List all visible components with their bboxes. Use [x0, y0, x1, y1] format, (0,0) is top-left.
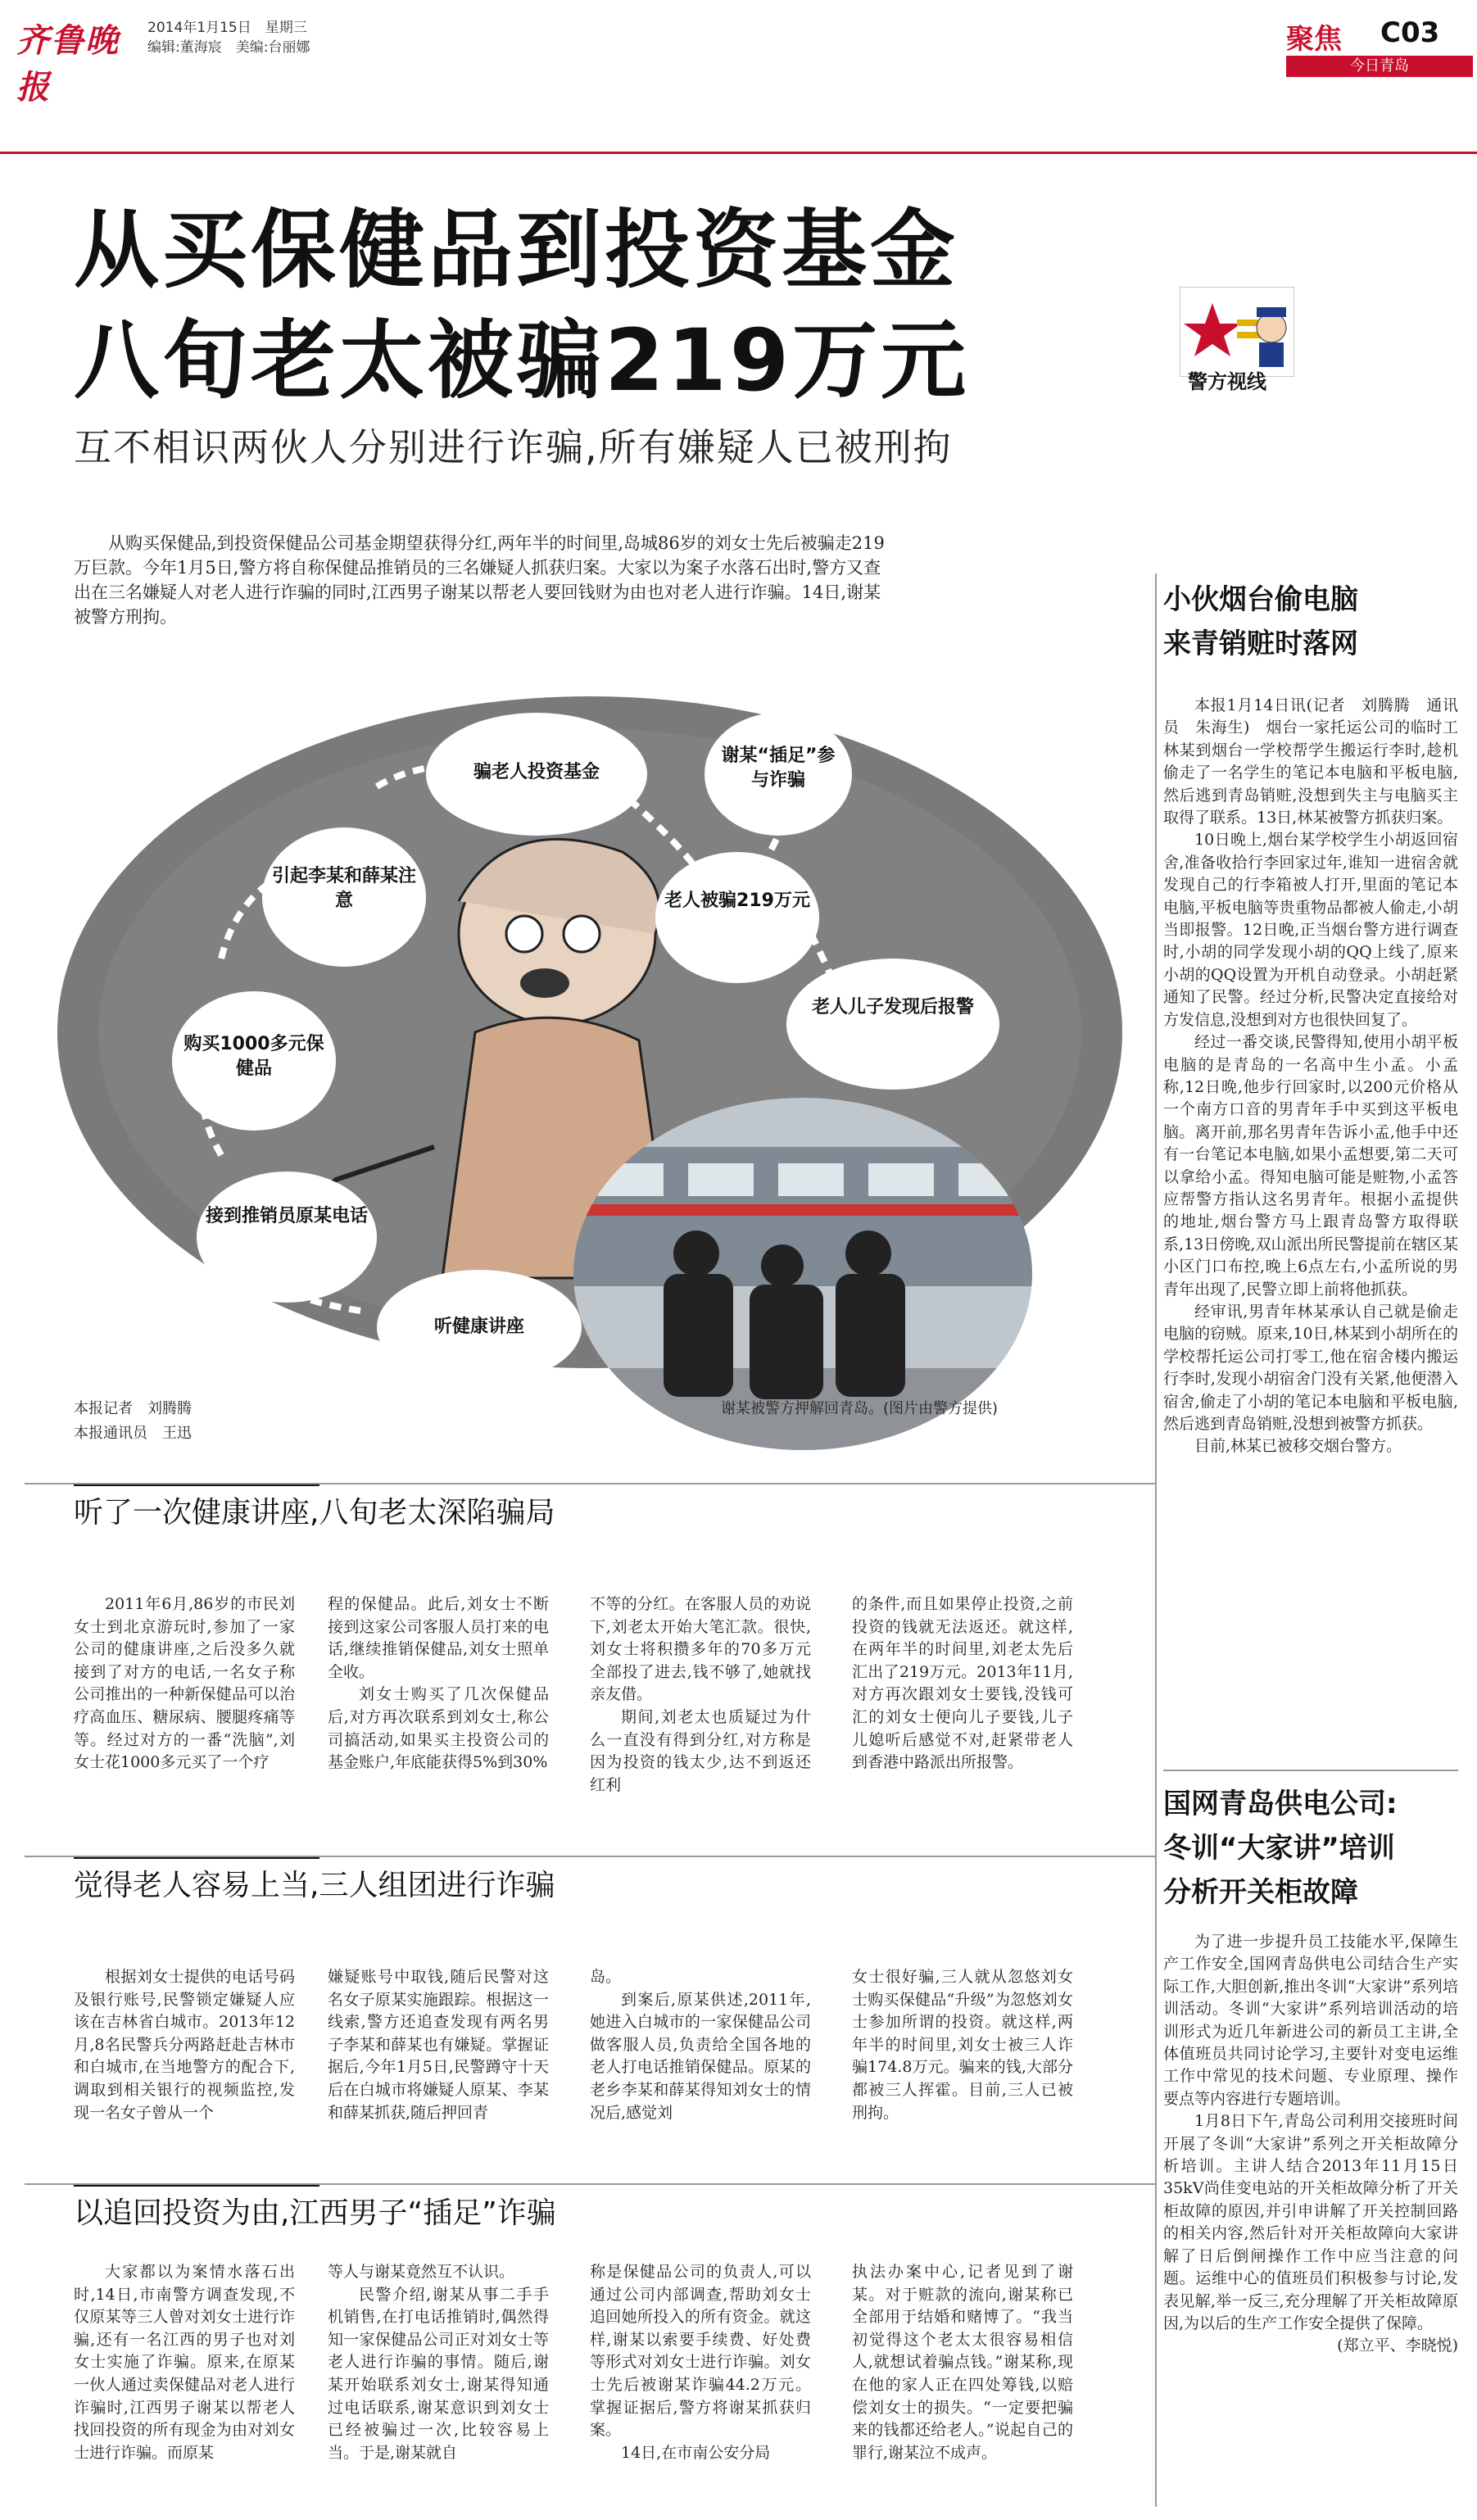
flow-bubble-sales-call	[197, 1172, 377, 1303]
reporter-credit: 本报记者 刘腾腾	[74, 1400, 192, 1417]
flow-step-son-reports: 老人儿子发现后报警	[811, 997, 974, 1018]
section2-col4: 女士很好骗,三人就从忽悠刘女士购买保健品“升级”为忽悠刘女士参加所谓的投资。就这样,两年半的时间里,刘女士被三人诈骗174.8万元。骗来的钱,大部分都被三人挥霍。目前,三人已被刑拘。	[852, 1968, 1073, 2122]
lead-paragraph: 从购买保健品,到投资保健品公司基金期望获得分红,两年半的时间里,岛城86岁的刘女士先后被骗走219万巨款。今年1月5日,警方将自称保健品推销员的三名嫌疑人抓获归案。大家以为案子水落石出时,警方又查出在三名嫌疑人对老人进行诈骗的同时,江西男子谢某以帮老人要回钱财为由也对老人进行诈骗。14日,谢某被警方刑拘。	[74, 533, 885, 627]
section2-col3: 岛。 到案后,原某供述,2011年,她进入白城市的一家保健品公司做客服人员,负责给全国各地的老人打电话推销保健品。原某的老乡李某和薛某得知刘女士的情况后,感觉刘	[590, 1968, 811, 2122]
section-header	[1286, 16, 1475, 74]
flow-step-health-lecture: 听健康讲座	[433, 1317, 524, 1337]
sidebar-story-1	[1163, 578, 1458, 1458]
section1-col1: 2011年6月,86岁的市民刘女士到北京游玩时,参加了一家公司的健康讲座,之后没多久就接到了对方的电话,一名女子称公司推出的一种新保健品可以治疗高血压、糖尿病、腰腿疼痛等等。经过对方的一番“洗脑”,刘女士花1000多元买了一个疗	[74, 1595, 295, 1772]
section-heading-2	[25, 1856, 1155, 1906]
flow-bubble-defrauded	[655, 852, 819, 983]
sidebar-divider	[1155, 573, 1157, 2507]
section2-col1: 根据刘女士提供的电话号码及银行账号,民警锁定嫌疑人应该在吉林省白城市。2013年12月,8名民警兵分两路赶赴吉林市和白城市,在当地警方的配合下,调取到相关银行的视频监控,发现一名女子曾从一个	[74, 1968, 295, 2122]
section3-col2: 等人与谢某竟然互不认识。 民警介绍,谢某从事二手手机销售,在打电话推销时,偶然得知一家保健品公司正对刘女士等老人进行诈骗的事情。随后,谢某开始联系刘女士,谢某得知通过电话联系,谢某意识到刘女士已经被骗过一次,比较容易上当。于是,谢某就自	[328, 2263, 549, 2462]
sidebar2-credit: (郑立平、李晓悦)	[1337, 2336, 1458, 2355]
subheadline: 互不相识两伙人分别进行诈骗,所有嫌疑人已被刑拘	[74, 425, 953, 469]
byline	[74, 1397, 401, 1446]
masthead-meta	[147, 18, 492, 57]
sidebar1-body: 本报1月14日讯(记者 刘腾腾 通讯员 朱海生) 烟台一家托运公司的临时工林某到烟台一学校帮学生搬运行李时,趁机偷走了一名学生的笔记本电脑和平板电脑,然后逃到青岛销赃,没想到失主与电脑买主取得了联系。13日,林某被警方抓获归案。 10日晚上,烟台某学校学生小胡返回宿舍,准备收拾行李回家过年,谁知一进宿舍就发现自己的行李箱被人打开,里面的笔记本电脑,平板电脑等贵重物品都被人偷走,小胡当即报警。12日晚,正当烟台警方进行调查时,小胡的同学发现小胡的QQ上线了,原来小胡的QQ设置为开机自动登录。小胡赶紧通知了民警。经过分析,民警决定直接给对方发信息,没想到对方也很快回复了。 经过一番交谈,民警得知,使用小胡平板电脑的是青岛的一名高中生小孟。小孟称,12日晚,他步行回家时,以200元价格从一个南方口音的男青年手中买到这平板电脑。离开前,那名男青年告诉小孟,他手中还有一台笔记本电脑,如果小孟想要,第二天可以拿给小孟。得知电脑可能是赃物,小孟答应帮警方指认这名男青年。根据小孟提供的地址,烟台警方马上跟青岛警方取得联系,13日傍晚,双山派出所民警提前在辖区某小区门口布控,晚上6点左右,小孟所说的男青年出现了,民警立即上前将他抓获。 经审讯,男青年林某承认自己就是偷走电脑的窃贼。原来,10日,林某到小胡所在的学校帮托运公司打零工,他在宿舍楼内搬运行李时,发现小胡宿舍门没有关紧,他便潜入宿舍,偷走了小胡的笔记本电脑和平板电脑,然后逃到青岛销赃,没想到被警方抓获。 目前,林某已被移交烟台警方。	[1163, 696, 1458, 1456]
header-rule	[0, 152, 1477, 154]
section1-col2: 程的保健品。此后,刘女士不断接到这家公司客服人员打来的电话,继续推销保健品,刘女士照单全收。 刘女士购买了几次保健品后,对方再次联系到刘女士,称公司搞活动,如果买主投资公司的基金账户,年底能获得5%到30%	[328, 1595, 549, 1772]
flow-step-defrauded: 老人被骗219万元	[664, 891, 810, 911]
flow-step-attract-li-xue: 引起李某和薛某注意	[271, 866, 416, 911]
sidebar2-body: 为了进一步提升员工技能水平,保障生产工作安全,国网青岛供电公司结合生产实际工作,大胆创新,推出冬训“大家讲”系列培训活动。冬训“大家讲”系列培训活动的培训形式为近几年新进公司的新员工主讲,全体值班员共同讨论学习,主要针对变电运维工作中常见的技术问题、专业原理、操作要点等内容进行专题培训。 1月8日下午,青岛公司利用交接班时间开展了冬训“大家讲”系列之开关柜故障分析培训。主讲人结合2013年11月15日35kV尚佳变电站的开关柜故障分析了开关柜故障的原因,并引申讲解了开关控制回路的相关内容,然后针对开关柜故障向大家讲解了日后倒闸操作工作中应当注意的问题。运维中心的值班员们积极参与讨论,发表见解,举一反三,充分理解了开关柜故障原因,为以后的生产工作安全提供了保障。 (郑立平、李晓悦)	[1163, 1931, 1458, 2358]
headline-line-2: 八旬老太被骗219万元	[74, 310, 970, 410]
police-view-label: 警方视线	[1188, 370, 1266, 393]
police-star-icon	[1180, 287, 1294, 377]
section1-col4: 的条件,而且如果停止投资,之前投资的钱就无法返还。就这样,在两年半的时间里,刘老太先后汇出了219万元。2013年11月,对方再次跟刘女士要钱,没钱可汇的刘女士便向儿子要钱,儿子儿媳听后感觉不对,赶紧带老人到香港中路派出所报警。	[852, 1595, 1073, 1772]
section3-col3: 称是保健品公司的负责人,可以通过公司内部调查,帮助刘女士追回她所投入的所有资金。就这样,谢某以索要手续费、好处费等形式对刘女士进行诈骗。刘女士先后被谢某诈骗44.2万元。掌握证据后,警方将谢某抓获归案。 14日,在市南公安分局	[590, 2263, 811, 2462]
sidebar1-title-line2: 来青销赃时落网	[1163, 628, 1358, 660]
section-title-1: 听了一次健康讲座,八旬老太深陷骗局	[74, 1496, 555, 1530]
headline-line-1: 从买保健品到投资基金	[74, 200, 959, 300]
photo-caption: 谢某被警方押解回青岛。(图片由警方提供)	[721, 1400, 999, 1417]
section-name: 聚焦	[1286, 23, 1342, 56]
newspaper-logo: 齐鲁晚报	[16, 21, 120, 107]
sidebar-story-separator	[1163, 1770, 1458, 1771]
sidebar1-title-line1: 小伙烟台偷电脑	[1163, 583, 1358, 616]
page-code: C03	[1380, 16, 1440, 49]
flow-step-sales-call: 接到推销员原某电话	[205, 1206, 368, 1226]
flow-bubble-son-reports	[786, 959, 999, 1090]
section-title-2: 觉得老人容易上当,三人组团进行诈骗	[74, 1869, 555, 1902]
sidebar2-title-line3: 分析开关柜故障	[1163, 1876, 1358, 1909]
sidebar2-title-line1: 国网青岛供电公司:	[1163, 1788, 1398, 1820]
section3-col1: 大家都以为案情水落石出时,14日,市南警方调查发现,不仅原某等三人曾对刘女士进行诈骗,还有一名江西的男子也对刘女士实施了诈骗。原来,在原某一伙人通过卖保健品对老人进行诈骗时,江西男子谢某以帮老人找回投资的所有现金为由对刘女士进行诈骗。而原某	[74, 2263, 295, 2462]
correspondent-credit: 本报通讯员 王迅	[74, 1425, 192, 1442]
flow-step-xie-joins: 谢某“插足”参与诈骗	[721, 746, 836, 791]
section-heading-1	[25, 1483, 1155, 1534]
section-heading-3	[25, 2183, 1155, 2234]
section1-col3: 不等的分红。在客服人员的劝说下,刘老太开始大笔汇款。很快,刘女士将积攒多年的70多万元全部投了进去,钱不够了,她就找亲友借。 期间,刘老太也质疑过为什么一直没有得到分红,对方称是因为投资的钱太少,达不到返还红利	[590, 1595, 811, 1794]
section2-col2: 嫌疑账号中取钱,随后民警对这名女子原某实施跟踪。根据这一线索,警方还追查发现有两名男子李某和薛某也有嫌疑。掌握证据后,今年1月5日,民警蹲守十天后在白城市将嫌疑人原某、李某和薛某抓获,随后押回青	[328, 1968, 549, 2122]
section-subtitle: 今日青岛	[1286, 56, 1473, 77]
section-title-3: 以追回投资为由,江西男子“插足”诈骗	[74, 2196, 556, 2230]
issue-date: 2014年1月15日 星期三	[147, 20, 307, 36]
flow-step-buy-supplements: 购买1000多元保健品	[183, 1034, 324, 1079]
editor-line: 编辑:董海宸 美编:台丽娜	[147, 39, 310, 56]
flow-step-invest-fund: 骗老人投资基金	[473, 762, 600, 782]
section3-col4: 执法办案中心,记者见到了谢某。对于赃款的流向,谢某称已全部用于结婚和赌博了。“我当初觉得这个老太太很容易相信人,就想试着骗点钱。”谢某称,现在他的家人正在四处筹钱,以赔偿刘女士的损失。“一定要把骗来的钱都还给老人。”说起自己的罪行,谢某泣不成声。	[852, 2263, 1073, 2462]
sidebar2-title-line2: 冬训“大家讲”培训	[1163, 1832, 1395, 1865]
sidebar-story-2	[1163, 1782, 1458, 2358]
